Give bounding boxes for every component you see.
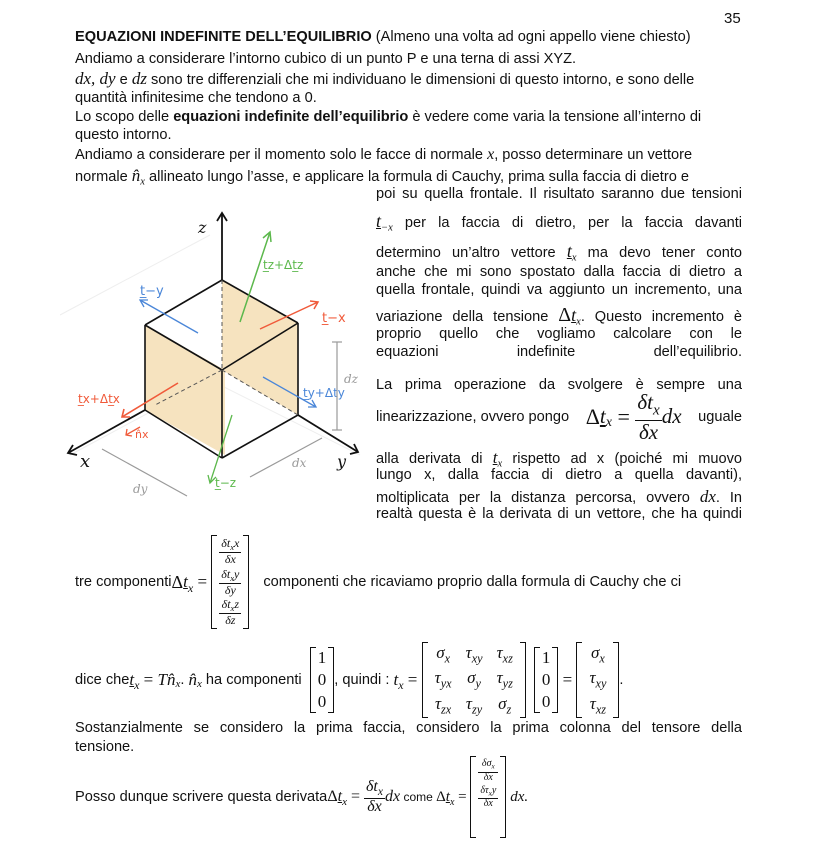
label-tx-plus-delta: t̲x+Δt̲x (78, 392, 120, 406)
matrix-entry: $\frac{\delta t_xx}{\delta x}$ (221, 535, 240, 567)
unit-vector-matrix: 1 0 0 (310, 647, 335, 713)
label-nx: n̂x (135, 428, 149, 441)
fraction: $\frac{\delta t_x}{\delta x}$ (365, 777, 383, 815)
col-line-8: equazioni indefinite dell’equilibrio. (376, 344, 742, 360)
paragraph-3: Lo scopo delle equazioni indefinite dell’equilibrio è vedere come varia la tensione all’interno di (75, 109, 702, 125)
label-dx: dx (292, 456, 307, 470)
col-line-9: La prima operazione da svolgere è sempre una (376, 377, 742, 393)
label-t-minus-x: t̲−x (322, 311, 346, 326)
paragraph-1: Andiamo a considerare l’intorno cubico di un punto P e una terna di assi XYZ. (75, 51, 577, 67)
axis-y-label: y (337, 452, 347, 471)
axis-x-label: x (80, 451, 91, 472)
paragraph-5: normale $n̂_x$ allineato lungo l’asse, e applicare la formula di Cauchy, prima sulla faccia di dietro e (75, 166, 689, 188)
col-line-6: variazione della tensione $\Delta t_x$. Questo incremento è (376, 304, 742, 328)
matrix-entry: $\frac{\delta\tau_xy}{\delta x}$ (480, 785, 497, 810)
paragraph-4: Andiamo a considerare per il momento solo le facce di normale x, posso determinare un vettore (75, 146, 693, 163)
paragraph-sostanzialmente: Sostanzialmente se considero la prima faccia, considero la prima colonna del tensore della (75, 720, 742, 736)
label-dz: dz (344, 372, 359, 386)
label-dy: dy (133, 482, 148, 496)
col-line-2: $t_{-x}$ per la faccia di dietro, per la faccia davanti (376, 211, 742, 234)
stress-tensor-matrix: $\sigma_x$ $\tau_{xy}$ $\tau_{xz}$ $\tau_{yx}$ $\sigma_y$ $\tau_{yz}$ $\tau_{zx}$ $\tau_{zy}$ $\sigma_z$ (422, 642, 526, 718)
result-vector-matrix: $\sigma_x$ $\tau_{xy}$ $\tau_{xz}$ (576, 642, 619, 718)
col-line-13: moltiplicata per la distanza percorsa, ovvero dx. In (376, 487, 742, 506)
matrix-entry: $\frac{\delta t_xz}{\delta z}$ (219, 598, 241, 627)
title-note: (Almeno una volta ad ogni appello viene chiesto) (371, 29, 691, 45)
section-title (75, 28, 691, 46)
col-line-11: alla derivata di $t_x$ rispetto ad x (poiché mi muovo (376, 448, 742, 470)
col-line-10: linearizzazione, ovvero pongo Δ t x = $\frac{\delta t_x}{\delta x}$ dx uguale (376, 390, 742, 444)
final-derivative-matrix (470, 756, 506, 837)
col-line-12: lungo x, dalla faccia di dietro a quella davanti), (376, 467, 742, 483)
paragraph-sostanzialmente-cont: tensione. (75, 739, 135, 755)
paragraph-2: dx, dy e dz sono tre differenziali che mi individuano le dimensioni di questo intorno, e sono delle (75, 69, 695, 88)
label-t-minus-y: t̲−y (140, 284, 164, 299)
col-line-1: poi su quella frontale. Il risultato saranno due tensioni (376, 186, 742, 202)
title-heading: EQUAZIONI INDEFINITE DELL’EQUILIBRIO (75, 29, 372, 45)
derivative-matrix (211, 535, 249, 629)
cauchy-formula-line: dice che t x = T n̂ x . n̂ x ha componenti 1 0 0 , quindi : t x = $\sigma_x$ $\tau_{xy}$ $\tau_{xz}$ $\tau_{yx}$ $\sigma_y$ $\tau_{yz}$ $\tau_{zx}$ $\tau_{zy}$ $\sigma_z$ 1 0 0 = $\sigma_x$ $\tau_{xy}$ $\tau_{xz}$ . (75, 643, 624, 716)
fraction: $\frac{\delta t_x}{\delta x}$ (637, 390, 660, 444)
matrix-entry: $\frac{\delta\sigma_x}{\delta x}$ (478, 759, 498, 783)
col-line-4: anche che mi sono spostato dalla faccia di dietro a (376, 264, 742, 280)
matrix-entry: $\frac{\delta t_xy}{\delta y}$ (221, 566, 240, 597)
paragraph-2-cont: quantità infinitesime che tendono a 0. (75, 90, 317, 106)
paragraph-3-cont: questo intorno. (75, 127, 172, 143)
bold-term: equazioni indefinite dell’equilibrio (173, 109, 409, 125)
final-derivative-line: Posso dunque scrivere questa derivata Δ t x = $\frac{\delta t_x}{\delta x}$ dx come Δ t x = $\frac{\delta\sigma_x}{\delta x}$ $\frac{\delta\tau_xy}{\delta x}$ dx. (75, 752, 528, 842)
page-number: 35 (724, 10, 741, 27)
label-ty-plus-delta: t̲y+Δty (303, 386, 345, 400)
label-tz-plus-delta: t̲z+Δt̲z (263, 258, 304, 272)
unit-vector-matrix-2: 1 0 0 (534, 647, 559, 713)
derivative-vector-line: tre componenti Δ t x = $\frac{\delta t_xx}{\delta x}$ $\frac{\delta t_xy}{\delta y}$ $\frac{\delta t_xz}{\delta z}$ componenti che ricaviamo proprio dalla formula di Cauchy che ci (75, 535, 682, 628)
face-y-fill (222, 280, 298, 415)
col-line-7: proprio quello che vogliamo calcolare con le (376, 326, 742, 342)
col-line-14: realtà questa è la derivata di un vettore, che ha quindi (376, 506, 742, 522)
col-line-5: quella frontale, quindi va aggiunto un incremento, una (376, 282, 742, 298)
linearization-formula: Δ t x = $\frac{\delta t_x}{\delta x}$ dx (585, 390, 682, 444)
axis-z-label: z (198, 218, 207, 237)
col-line-3: determino un’altro vettore $t_x$ ma devo tener conto (376, 241, 742, 264)
stress-cube-diagram (60, 205, 375, 500)
label-t-minus-z: t̲−z (215, 476, 237, 490)
